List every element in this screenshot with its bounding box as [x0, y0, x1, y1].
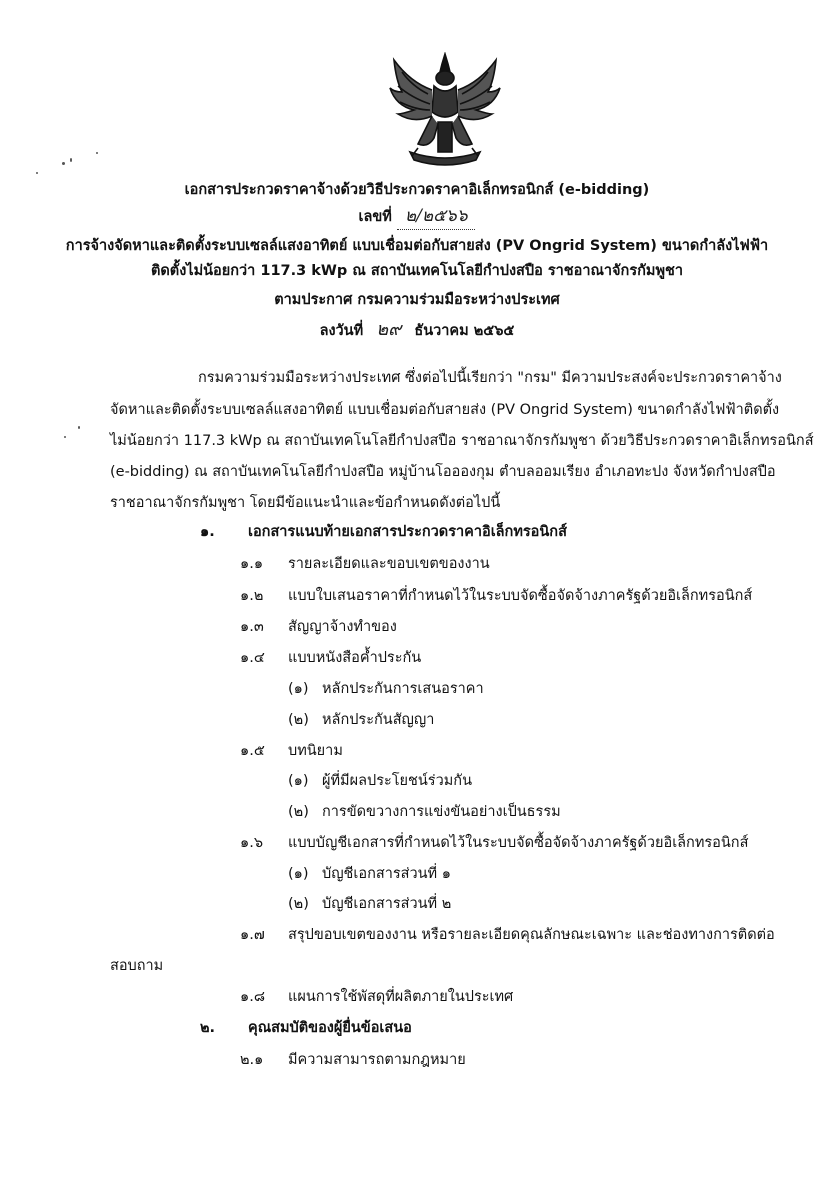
scan-speck	[96, 152, 98, 154]
scan-speck	[78, 426, 80, 429]
document-title: เอกสารประกวดราคาจ้างด้วยวิธีประกวดราคาอิเล็กทรอนิกส์ (e-bidding)	[184, 182, 650, 198]
item-text-continued: สอบถาม	[110, 958, 164, 974]
subject-line-2: ติดตั้งไม่น้อยกว่า 117.3 kWp ณ สถาบันเทคโนโลยีกำปงสปือ ราชอาณาจักรกัมพูชา	[150, 263, 684, 279]
item-text: สรุปขอบเขตของงาน หรือรายละเอียดคุณลักษณะเฉพาะ และช่องทางการติดต่อ	[288, 927, 775, 943]
subitem-number: (๒)	[288, 896, 309, 912]
subitem-text: หลักประกันสัญญา	[322, 712, 435, 728]
item-number: ๑.๒	[240, 588, 264, 604]
item-number: ๑.๕	[240, 743, 265, 759]
item-text: แบบหนังสือค้ำประกัน	[288, 650, 422, 666]
section-title: เอกสารแนบท้ายเอกสารประกวดราคาอิเล็กทรอนิกส์	[248, 524, 567, 540]
item-text: มีความสามารถตามกฎหมาย	[288, 1052, 466, 1068]
subitem-text: หลักประกันการเสนอราคา	[322, 681, 484, 697]
intro-line: (e-bidding) ณ สถาบันเทคโนโลยีกำปงสปือ หมู่บ้านโออองกุม ตำบลออมเรียง อำเภอทะปง จังหวัดกำปงสปือ	[110, 464, 776, 480]
subitem-number: (๒)	[288, 804, 309, 820]
item-number: ๑.๓	[240, 619, 264, 635]
subitem-number: (๑)	[288, 773, 309, 789]
scan-speck	[70, 158, 72, 162]
subitem-text: การขัดขวางการแข่งขันอย่างเป็นธรรม	[322, 804, 561, 820]
subitem-text: ผู้ที่มีผลประโยชน์ร่วมกัน	[322, 773, 472, 789]
item-text: แบบบัญชีเอกสารที่กำหนดไว้ในระบบจัดซื้อจัดจ้างภาครัฐด้วยอิเล็กทรอนิกส์	[288, 835, 749, 851]
date-label: ลงวันที่	[319, 323, 364, 339]
intro-line: ไม่น้อยกว่า 117.3 kWp ณ สถาบันเทคโนโลยีกำปงสปือ ราชอาณาจักรกัมพูชา ด้วยวิธีประกวดราคาอิเล็กทรอนิกส์	[110, 433, 814, 449]
subitem-number: (๒)	[288, 712, 309, 728]
scan-speck	[64, 436, 66, 438]
intro-line: ราชอาณาจักรกัมพูชา โดยมีข้อแนะนำและข้อกำหนดดังต่อไปนี้	[110, 495, 501, 511]
date-day: ๒๙	[376, 319, 402, 340]
section-number: ๑.	[200, 524, 215, 540]
document-number	[0, 202, 834, 230]
scan-speck	[36, 172, 38, 174]
item-number: ๑.๗	[240, 927, 265, 943]
item-number: ๒.๑	[240, 1052, 264, 1068]
item-text: แผนการใช้พัสดุที่ผลิตภายในประเทศ	[288, 989, 514, 1005]
item-number: ๑.๘	[240, 989, 265, 1005]
announcement-date	[0, 314, 834, 343]
item-number: ๑.๔	[240, 650, 265, 666]
item-text: บทนิยาม	[288, 743, 343, 759]
item-text: สัญญาจ้างทำของ	[288, 619, 397, 635]
subject-line-1: การจ้างจัดหาและติดตั้งระบบเซลล์แสงอาทิตย์ แบบเชื่อมต่อกับสายส่ง (PV Ongrid System) ขนาดกำลังไฟฟ้า	[65, 238, 769, 254]
item-number: ๑.๑	[240, 556, 264, 572]
number-value: ๒/๒๕๖๖	[397, 202, 476, 230]
intro-line: กรมความร่วมมือระหว่างประเทศ ซึ่งต่อไปนี้เรียกว่า "กรม" มีความประสงค์จะประกวดราคาจ้าง	[198, 370, 782, 386]
section-number: ๒.	[200, 1020, 216, 1036]
intro-line: จัดหาและติดตั้งระบบเซลล์แสงอาทิตย์ แบบเชื่อมต่อกับสายส่ง (PV Ongrid System) ขนาดกำลังไฟฟ้าติดตั้ง	[110, 402, 780, 418]
subitem-number: (๑)	[288, 866, 309, 882]
garuda-emblem-icon	[388, 52, 502, 170]
number-label: เลขที่	[358, 209, 392, 225]
item-text: แบบใบเสนอราคาที่กำหนดไว้ในระบบจัดซื้อจัดจ้างภาครัฐด้วยอิเล็กทรอนิกส์	[288, 588, 753, 604]
announcement-line: ตามประกาศ กรมความร่วมมือระหว่างประเทศ	[274, 292, 560, 308]
section-title: คุณสมบัติของผู้ยื่นข้อเสนอ	[248, 1020, 412, 1036]
item-number: ๑.๖	[240, 835, 264, 851]
scan-speck	[62, 162, 65, 165]
subitem-text: บัญชีเอกสารส่วนที่ ๑	[322, 866, 451, 882]
item-text: รายละเอียดและขอบเขตของงาน	[288, 556, 490, 572]
subitem-number: (๑)	[288, 681, 309, 697]
date-rest: ธันวาคม ๒๕๖๕	[414, 323, 515, 339]
subitem-text: บัญชีเอกสารส่วนที่ ๒	[322, 896, 452, 912]
